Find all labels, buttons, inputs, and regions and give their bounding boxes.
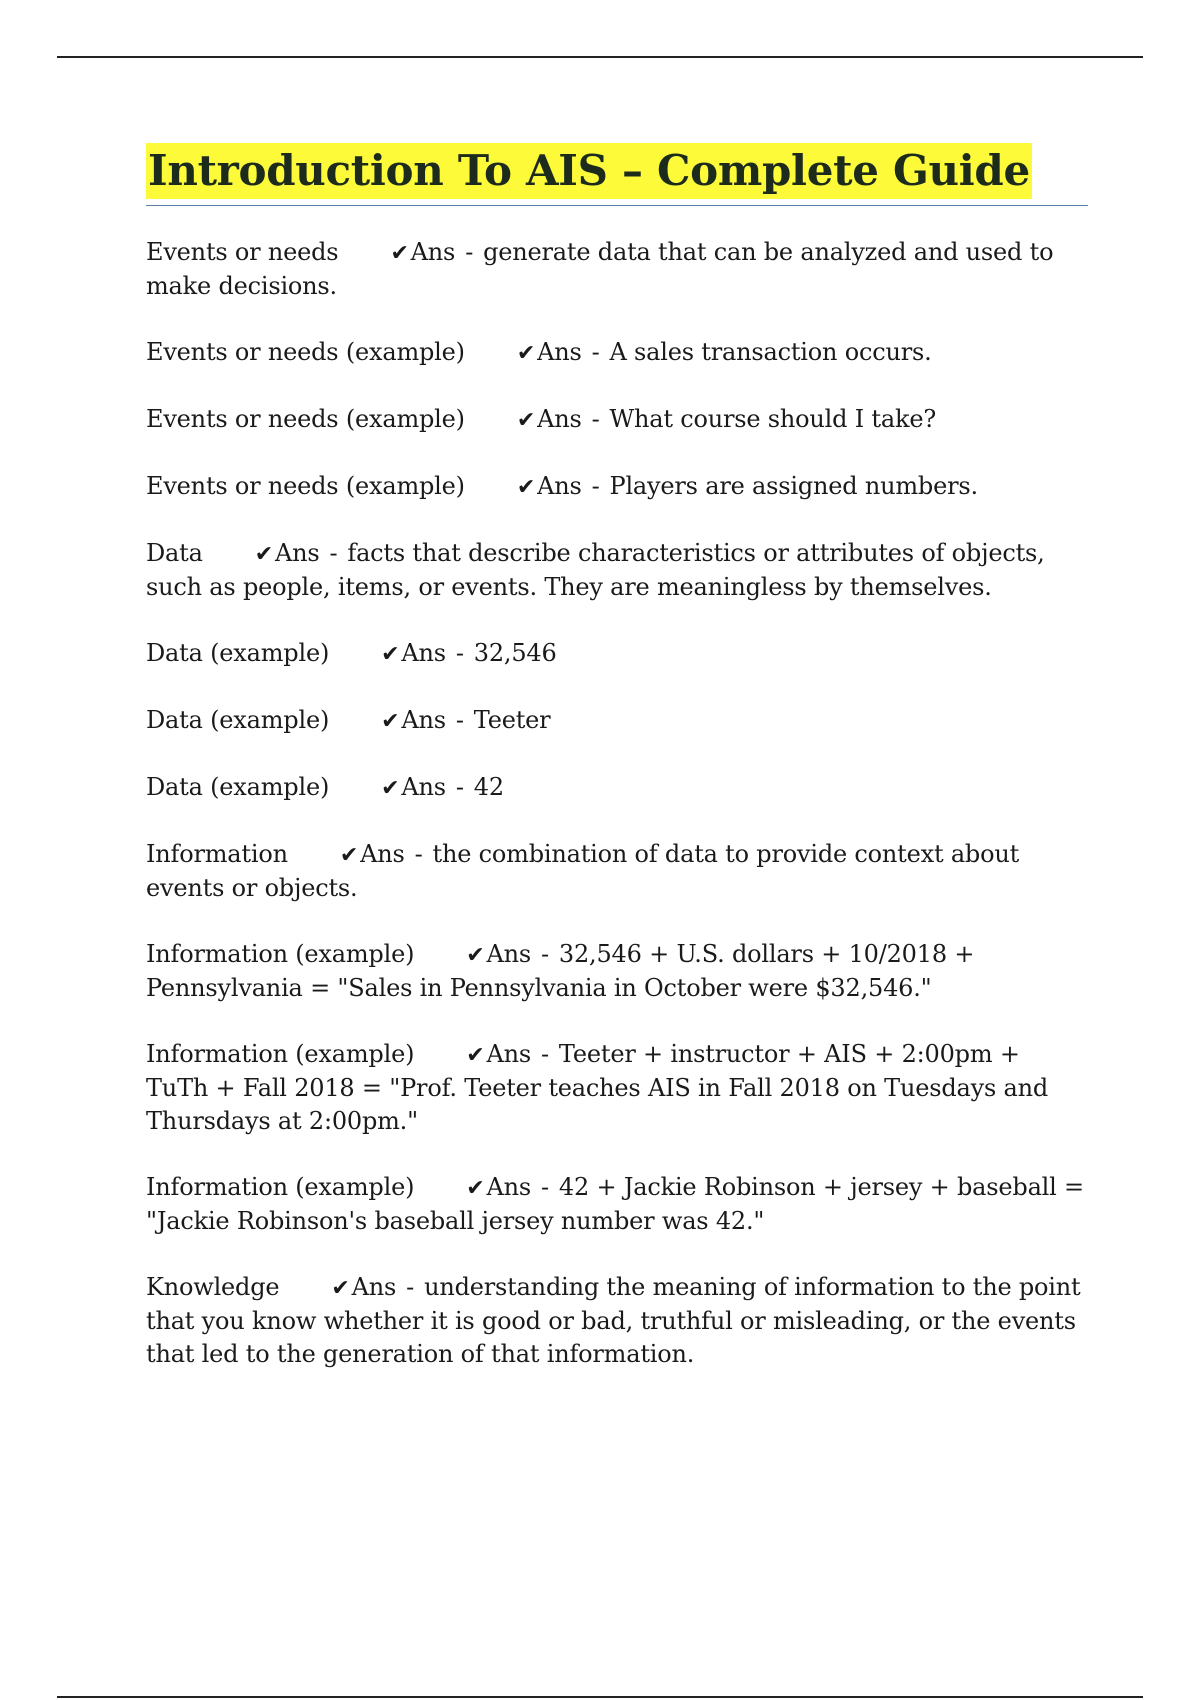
check-icon: ✔ <box>381 709 400 734</box>
qa-term: Data (example) <box>146 706 330 734</box>
check-icon: ✔ <box>331 1276 350 1301</box>
qa-term: Events or needs (example) <box>146 338 465 366</box>
ans-label: Ans <box>486 1040 531 1068</box>
qa-term: Events or needs <box>146 238 339 266</box>
separator: - <box>455 706 464 734</box>
qa-term: Information (example) <box>146 940 415 968</box>
qa-item <box>146 704 1088 738</box>
ans-label: Ans <box>274 539 320 567</box>
check-icon: ✔ <box>390 241 409 266</box>
qa-answer: What course should I take? <box>609 405 936 433</box>
check-icon: ✔ <box>339 843 359 868</box>
qa-answer: facts that describe characteristics or attributes of objects, such as people, items, or events. They are meaningless by themselves. <box>146 539 1045 601</box>
qa-answer: Teeter <box>473 706 551 734</box>
check-icon: ✔ <box>381 642 400 667</box>
check-icon: ✔ <box>381 776 400 801</box>
separator: - <box>455 639 464 667</box>
qa-answer: Teeter + instructor + AIS + 2:00pm + TuTh + Fall 2018 = "Prof. Teeter teaches AIS in Fall 2018 on Tuesdays and Thursdays at 2:00pm." <box>146 1040 1049 1135</box>
separator: - <box>329 539 338 567</box>
qa-answer: 42 <box>473 773 504 801</box>
separator: - <box>591 472 600 500</box>
qa-answer: the combination of data to provide context about events or objects. <box>146 840 1020 902</box>
check-icon: ✔ <box>516 341 536 366</box>
ans-label: Ans <box>401 773 446 801</box>
ans-label: Ans <box>486 940 531 968</box>
qa-term: Data (example) <box>146 773 330 801</box>
qa-term: Information (example) <box>146 1173 415 1201</box>
qa-term: Information (example) <box>146 1040 415 1068</box>
qa-answer: understanding the meaning of information to the point that you know whether it is good or bad, truthful or misleading, or the events that led to the generation of that information. <box>146 1273 1081 1368</box>
qa-item <box>146 537 1088 604</box>
qa-term: Events or needs (example) <box>146 472 465 500</box>
check-icon: ✔ <box>254 542 273 567</box>
ans-label: Ans <box>410 238 456 266</box>
qa-item <box>146 838 1088 905</box>
qa-answer: A sales transaction occurs. <box>609 338 932 366</box>
ans-label: Ans <box>360 840 405 868</box>
separator: - <box>591 405 600 433</box>
qa-item <box>146 403 1088 437</box>
qa-term: Knowledge <box>146 1273 280 1301</box>
qa-item <box>146 336 1088 370</box>
separator: - <box>414 840 423 868</box>
page-title: Introduction To AIS – Complete Guide <box>146 143 1032 199</box>
footer-rule <box>57 1696 1143 1698</box>
qa-answer: 32,546 + U.S. dollars + 10/2018 + Pennsylvania = "Sales in Pennsylvania in October were $32,546." <box>146 940 975 1002</box>
qa-item <box>146 938 1088 1005</box>
qa-term: Data <box>146 539 203 567</box>
check-icon: ✔ <box>466 1043 485 1068</box>
check-icon: ✔ <box>466 943 485 968</box>
document-body <box>146 143 1088 1404</box>
ans-label: Ans <box>401 706 446 734</box>
qa-item <box>146 470 1088 504</box>
qa-answer: Players are assigned numbers. <box>609 472 978 500</box>
separator: - <box>541 940 549 968</box>
separator: - <box>455 773 464 801</box>
check-icon: ✔ <box>516 475 536 500</box>
qa-term: Events or needs (example) <box>146 405 465 433</box>
qa-item <box>146 236 1088 303</box>
qa-item <box>146 1271 1088 1371</box>
qa-answer: generate data that can be analyzed and used to make decisions. <box>146 238 1054 300</box>
separator: - <box>591 338 600 366</box>
qa-term: Information <box>146 840 288 868</box>
qa-item <box>146 637 1088 671</box>
separator: - <box>406 1273 415 1301</box>
separator: - <box>541 1040 549 1068</box>
ans-label: Ans <box>537 472 582 500</box>
ans-label: Ans <box>401 639 446 667</box>
header-rule <box>57 56 1143 58</box>
qa-answer: 42 + Jackie Robinson + jersey + baseball = "Jackie Robinson's baseball jersey number was 42." <box>146 1173 1084 1235</box>
qa-answer: 32,546 <box>473 639 557 667</box>
check-icon: ✔ <box>466 1176 485 1201</box>
separator: - <box>541 1173 549 1201</box>
ans-label: Ans <box>486 1173 531 1201</box>
qa-item <box>146 771 1088 805</box>
separator: - <box>465 238 474 266</box>
ans-label: Ans <box>351 1273 397 1301</box>
ans-label: Ans <box>537 338 582 366</box>
qa-term: Data (example) <box>146 639 330 667</box>
ans-label: Ans <box>537 405 582 433</box>
check-icon: ✔ <box>516 408 536 433</box>
qa-item <box>146 1171 1088 1238</box>
qa-item <box>146 1038 1088 1138</box>
title-block <box>146 143 1088 206</box>
